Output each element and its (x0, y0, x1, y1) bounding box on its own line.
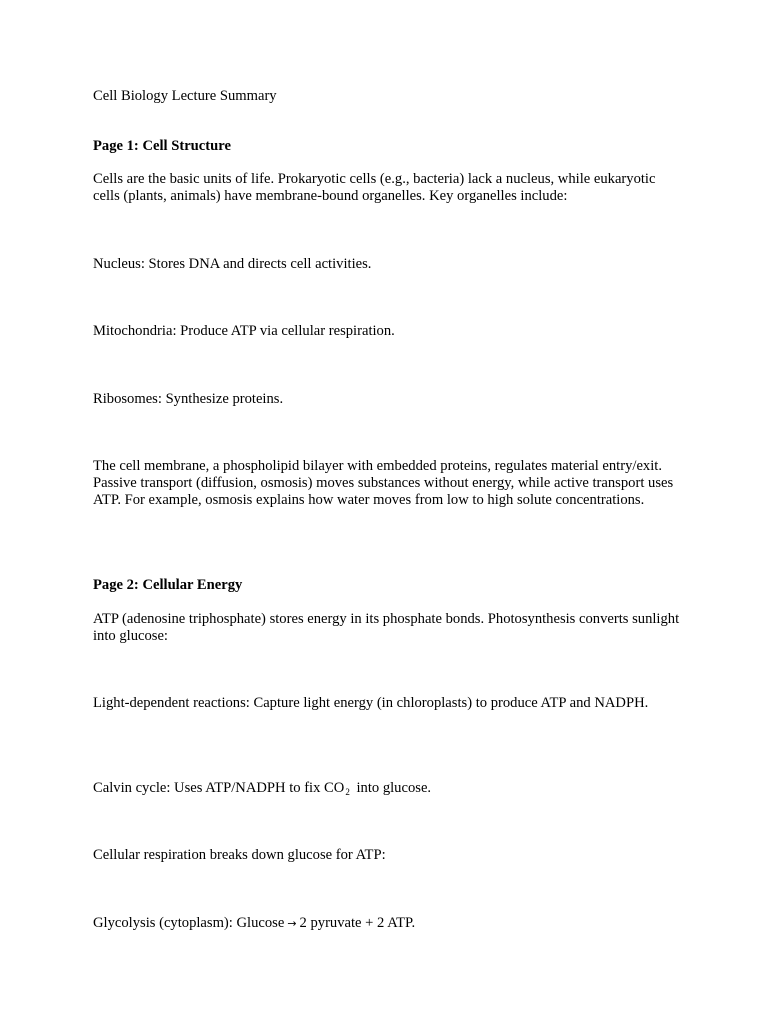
calvin-text-suffix: into glucose. (356, 780, 432, 796)
paragraph-calvin-cycle (93, 780, 683, 797)
co2-subscript: 2 (345, 787, 350, 797)
paragraph-light-reactions: Light-dependent reactions: Capture light energy (in chloroplasts) to produce ATP and NADPH. (93, 695, 649, 711)
glycolysis-text-suffix: 2 pyruvate + 2 ATP. (299, 915, 416, 931)
paragraph-glycolysis (93, 915, 683, 932)
paragraph-nucleus: Nucleus: Stores DNA and directs cell activities. (93, 256, 372, 272)
glycolysis-text-prefix: Glycolysis (cytoplasm): Glucose (93, 915, 285, 931)
paragraph-cellular-respiration: Cellular respiration breaks down glucose for ATP: (93, 847, 386, 863)
paragraph-mitochondria: Mitochondria: Produce ATP via cellular respiration. (93, 323, 395, 339)
calvin-text-prefix: Calvin cycle: Uses ATP/NADPH to fix CO (93, 780, 345, 796)
section-heading-cell-structure: Page 1: Cell Structure (93, 138, 231, 154)
paragraph-cell-membrane: The cell membrane, a phospholipid bilayer with embedded proteins, regulates material entry/exit. Passive transport (diffusion, osmosis) moves substances without energy, while active transport uses ATP. For example, osmosis explains how water moves from low to high solute concentrations. (93, 458, 674, 508)
paragraph-ribosomes: Ribosomes: Synthesize proteins. (93, 391, 284, 407)
paragraph-cell-intro: Cells are the basic units of life. Prokaryotic cells (e.g., bacteria) lack a nucleus, while eukaryotic cells (plants, animals) have membrane-bound organelles. Key organelles include: (93, 171, 656, 204)
document-title: Cell Biology Lecture Summary (93, 88, 277, 104)
right-arrow-icon: → (287, 917, 297, 930)
paragraph-atp-intro: ATP (adenosine triphosphate) stores energy in its phosphate bonds. Photosynthesis converts sunlight into glucose: (93, 611, 680, 644)
section-heading-cellular-energy: Page 2: Cellular Energy (93, 577, 243, 593)
